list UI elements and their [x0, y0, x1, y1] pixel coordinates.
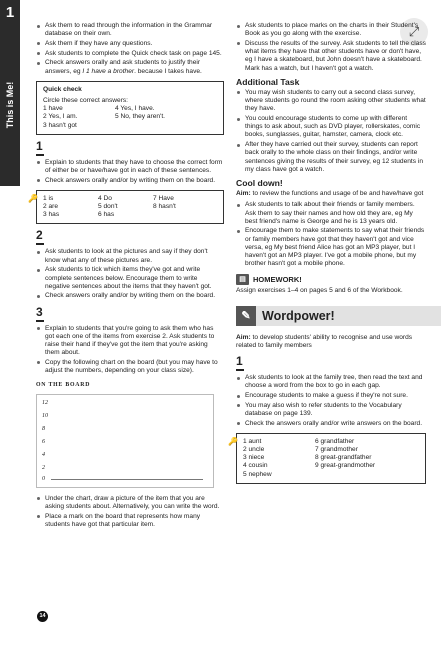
answer: 4 Do	[98, 194, 112, 202]
list-item: Ask students to complete the Quick check task on page 145.	[36, 50, 224, 58]
check-tail: . because I takes have.	[134, 67, 202, 75]
list-item: Ask students to look at the family tree, then read the text and choose a word from the box to go in each gap.	[236, 374, 426, 390]
homework-title: HOMEWORK!	[253, 274, 302, 284]
cool-down-list	[236, 201, 426, 268]
page-number: 14	[37, 611, 48, 622]
answer	[153, 211, 208, 219]
exercise-1-number: 1	[36, 140, 224, 156]
list-item: Ask them if they have any questions.	[36, 40, 224, 48]
list-item: Discuss the results of the survey. Ask students to tell the class what items they have that other students have or don't have, eg I have a skateboard, but John doesn't have a skateboard. Mark has a watch, but I haven't got a watch.	[236, 40, 426, 73]
answer: 3 hasn't got	[43, 121, 77, 129]
answer: 6 grandfather	[315, 437, 355, 445]
tick-label: 8	[42, 425, 45, 432]
exercise-3-number: 3	[36, 306, 224, 322]
homework-text: Assign exercises 1–4 on pages 5 and 6 of the Workbook.	[236, 287, 403, 295]
list-item: Ask students to look at the pictures and say if they don't know what any of these pictures are.	[36, 248, 224, 264]
answer: 3 niece	[243, 454, 265, 462]
tick-label: 0	[42, 475, 45, 482]
expand-icon: ⤢	[408, 24, 420, 39]
unit-tab	[0, 0, 20, 186]
list-item: You may wish students to carry out a second class survey, where students go round the room asking other students what they have.	[236, 89, 426, 114]
aim-label: Aim:	[236, 333, 251, 341]
unit-number: 1	[5, 4, 15, 21]
answer: 1 is	[43, 194, 54, 202]
list-item: Explain to students that they have to choose the correct form of either be or have/have got in each of these sentences.	[36, 159, 224, 175]
list-item: Place a mark on the board that represents how many students have got that particular item.	[36, 513, 224, 529]
survey-list	[236, 22, 426, 73]
quick-check-title: Quick check	[43, 85, 82, 93]
aim-text: to develop students' ability to recognise and use words related to family members	[236, 333, 413, 349]
exercise-2-number: 2	[36, 229, 224, 245]
cool-down-title: Cool down!	[236, 177, 283, 188]
exercise-3-list	[36, 325, 224, 376]
answer	[315, 471, 405, 479]
list-item: Ask students to place marks on the charts in their Student's Book as you go along with the exercise.	[236, 22, 426, 38]
tick-label: 4	[42, 451, 45, 458]
key-icon: 🔑	[28, 193, 38, 203]
unit-title: This is Me!	[5, 81, 15, 129]
list-item: You may also wish to refer students to the Vocabulary database on page 139.	[236, 402, 426, 418]
answer: 4 cousin	[243, 462, 268, 470]
wordpower-title: Wordpower!	[262, 308, 335, 323]
answer: 3 has	[43, 211, 60, 219]
list-item: Encourage students to make a guess if they're not sure.	[236, 392, 426, 400]
after-board-list	[36, 495, 224, 529]
answer: 5 No, they aren't.	[115, 113, 166, 121]
wordpower-aim	[236, 334, 426, 350]
list-item: After they have carried out their survey, students can report back orally to the whole class on their findings, and/or write sentences giving the results of their survey, eg 12 students in my class have got a watch.	[236, 141, 426, 174]
exercise-1-answer-box	[28, 190, 224, 225]
answer: 2 uncle	[243, 446, 265, 454]
list-item: Encourage them to make statements to say what their friends or family members have got that they haven't got and vice versa, eg My best friend Alice has got an MP3 player, but I haven't got an MP3 player. I've got a mobile phone, but my brother hasn't got a mobile phone.	[236, 227, 426, 268]
left-column	[28, 22, 224, 530]
additional-task-title: Additional Task	[236, 76, 300, 87]
board-label: ON THE BOARD	[36, 382, 91, 389]
list-item: Check the answers orally and/or write answers on the board.	[236, 420, 426, 428]
cool-down-aim	[236, 190, 426, 198]
answer: 5 nephew	[243, 470, 272, 478]
check-example: I 1 have a brother	[82, 67, 135, 75]
answer: 2 are	[43, 203, 59, 211]
pen-icon: ✎	[236, 306, 256, 326]
board-chart	[36, 394, 214, 488]
wordpower-answers	[243, 438, 419, 479]
board-axis	[51, 479, 203, 480]
answer: 4 Yes, I have.	[115, 105, 155, 113]
homework-heading	[236, 274, 426, 285]
book-icon: ▤	[236, 274, 249, 285]
quick-check-subtitle: Circle these correct answers:	[43, 96, 129, 104]
answer: 1 aunt	[243, 437, 262, 445]
exercise-2-list	[36, 248, 224, 300]
exercise-1-list	[36, 159, 224, 185]
right-column	[228, 22, 426, 489]
list-item	[36, 59, 224, 75]
check-text: Check answers orally and ask students to justify their answers, eg	[45, 59, 201, 75]
intro-list	[36, 22, 224, 76]
additional-task-list	[236, 89, 426, 174]
exercise-1-answers	[43, 195, 217, 220]
key-icon: 🔑	[228, 436, 238, 446]
quick-check-box	[36, 81, 224, 135]
answer: 2 Yes, I am.	[43, 113, 78, 121]
list-item: Explain to students that you're going to ask them who has got each one of the items from exercise 2. Ask students to raise their hand if they've got the item that you're asking them about.	[36, 325, 224, 358]
answer: 8 great-grandfather	[315, 454, 372, 462]
wordpower-banner	[236, 306, 441, 326]
aim-label: Aim:	[236, 190, 251, 198]
answer: 5 don't	[98, 203, 118, 211]
list-item: Ask them to read through the information in the Grammar database on their own.	[36, 22, 224, 38]
list-item: Ask students to talk about their friends or family members. Ask them to say their names and how old they are, eg My best friend's name is George and he is 13 years old.	[236, 201, 426, 226]
tick-label: 6	[42, 438, 45, 445]
wordpower-answer-box	[228, 433, 426, 484]
tick-label: 12	[42, 399, 48, 406]
list-item: Copy the following chart on the board (but you may have to adjust the numbers, depending on your class size).	[36, 359, 224, 375]
list-item: Ask students to tick which items they've got and write complete sentences below. Encourage them to write negative sentences about the items that they haven't got.	[36, 266, 224, 291]
list-item: You could encourage students to come up with different things to ask about, such as DVD player, rollerskates, comic books, sunglasses, guitar, hamster, camera, clock etc.	[236, 115, 426, 140]
quick-check-answers	[43, 105, 217, 130]
list-item: Check answers orally and/or by writing them on the board.	[36, 177, 224, 185]
list-item: Under the chart, draw a picture of the item that you are asking students about. Alternatively, you can write the word.	[36, 495, 224, 511]
answer: 6 has	[98, 211, 115, 219]
answer: 8 hasn't	[153, 203, 176, 211]
list-item: Check answers orally and/or by writing them on the board.	[36, 292, 224, 300]
answer: 7 Have	[153, 194, 174, 202]
wordpower-exercise-number: 1	[236, 355, 426, 371]
wordpower-list	[236, 374, 426, 428]
answer: 1 have	[43, 105, 63, 113]
answer: 7 grandmother	[315, 446, 358, 454]
answer	[115, 122, 205, 130]
tick-label: 2	[42, 464, 45, 471]
aim-text: to review the functions and usage of be and have/have got	[250, 190, 424, 198]
tick-label: 10	[42, 412, 48, 419]
answer: 9 great-grandmother	[315, 462, 376, 470]
